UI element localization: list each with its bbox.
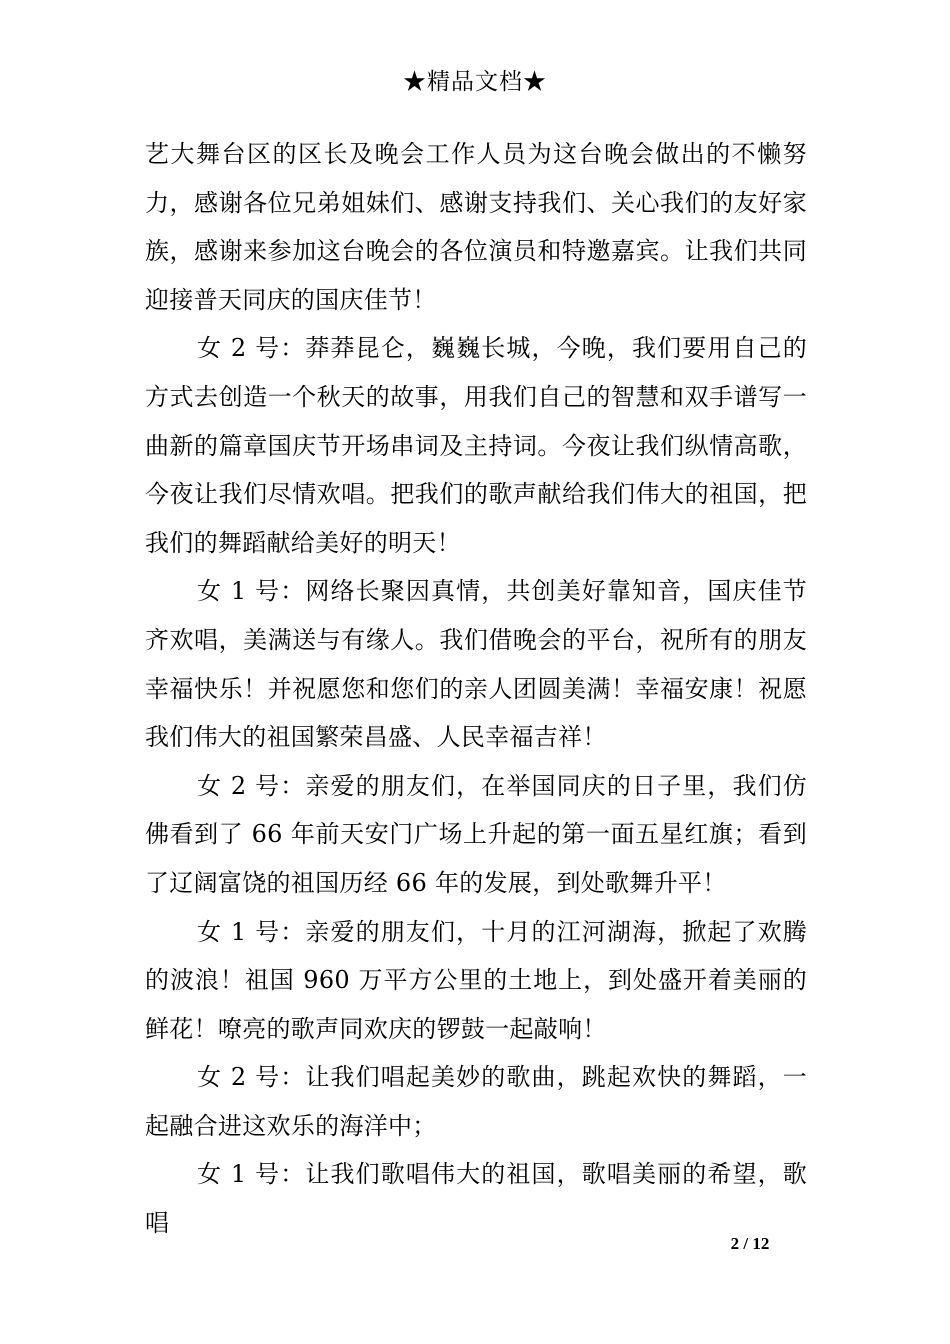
document-header-title: ★精品文档★ (403, 69, 547, 95)
document-body (145, 130, 807, 1248)
paragraph-5: 女 1 号：亲爱的朋友们，十月的江河湖海，掀起了欢腾的波浪！祖国 960 万平方公里的土地上，到处盛开着美丽的鲜花！嘹亮的歌声同欢庆的锣鼓一起敲响！ (145, 917, 807, 1043)
page-number: 2 / 12 (730, 1234, 770, 1253)
paragraph-1: 艺大舞台区的区长及晚会工作人员为这台晚会做出的不懒努力，感谢各位兄弟姐妹们、感谢支持我们、关心我们的友好家族，感谢来参加这台晚会的各位演员和特邀嘉宾。让我们共同迎接普天同庆的国庆佳节！ (145, 140, 807, 314)
paragraph-4: 女 2 号：亲爱的朋友们，在举国同庆的日子里，我们仿佛看到了 66 年前天安门广场上升起的第一面五星红旗；看到了辽阔富饶的祖国历经 66 年的发展，到处歌舞升平！ (145, 771, 807, 897)
paragraph-2: 女 2 号：莽莽昆仑，巍巍长城，今晚，我们要用自己的方式去创造一个秋天的故事，用我们自己的智慧和双手谱写一曲新的篇章国庆节开场串词及主持词。今夜让我们纵情高歌，今夜让我们尽情欢唱。把我们的歌声献给我们伟大的祖国，把我们的舞蹈献给美好的明天！ (145, 334, 807, 557)
paragraph-6: 女 2 号：让我们唱起美妙的歌曲，跳起欢快的舞蹈，一起融合进这欢乐的海洋中； (145, 1063, 807, 1140)
paragraph-3: 女 1 号：网络长聚因真情，共创美好靠知音，国庆佳节齐欢唱，美满送与有缘人。我们借晚会的平台，祝所有的朋友幸福快乐！并祝愿您和您们的亲人团圆美满！幸福安康！祝愿我们伟大的祖国繁荣昌盛、人民幸福吉祥！ (145, 577, 807, 752)
paragraph-7: 女 1 号：让我们歌唱伟大的祖国，歌唱美丽的希望，歌唱 (145, 1160, 807, 1238)
